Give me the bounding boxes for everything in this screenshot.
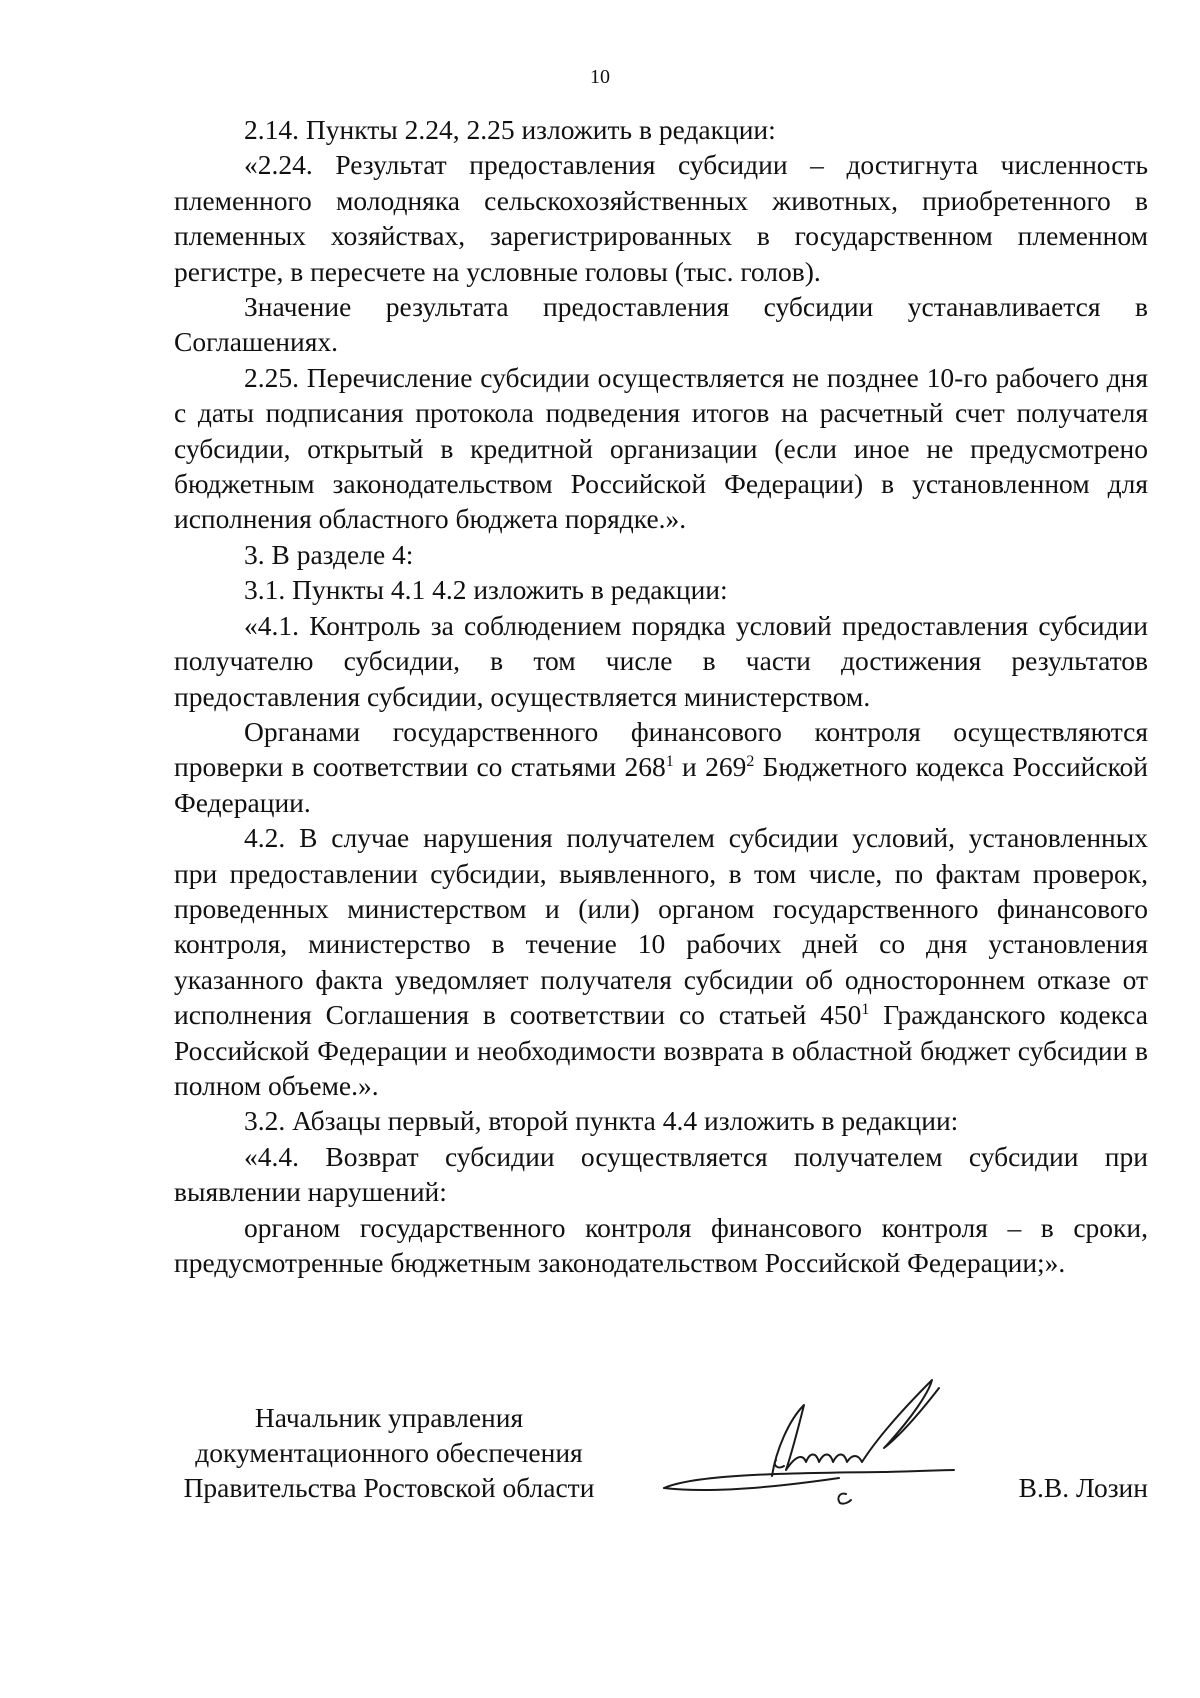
text-run: и 269	[673, 751, 747, 783]
paragraph: «4.4. Возврат субсидии осуществляется получателем субсидии при выявлении нарушений:	[174, 1140, 1148, 1208]
paragraph	[174, 820, 1148, 1103]
paragraph: органом государственного контроля финансового контроля – в сроки, предусмотренные бюджетным законодательством Российской Федерации;».	[174, 1211, 1148, 1278]
paragraph: 3.2. Абзацы первый, второй пункта 4.4 изложить в редакции:	[244, 1105, 959, 1137]
page-number: 10	[590, 66, 610, 88]
paragraph: Значение результата предоставления субсидии устанавливается в Соглашениях.	[174, 291, 1148, 358]
handwritten-signature	[654, 1370, 994, 1530]
paragraph: 3. В разделе 4:	[244, 538, 414, 570]
paragraph: 2.14. Пункты 2.24, 2.25 изложить в редакции:	[244, 114, 776, 145]
signer-title-line: Начальник управления	[254, 1402, 524, 1433]
signer-name: В.В. Лозин	[1018, 1472, 1148, 1503]
signer-title	[174, 1400, 604, 1505]
superscript: 2	[746, 753, 755, 771]
text-run: Бюджетного кодекса Российской Федерации.	[174, 751, 1149, 818]
text-run: Органами государственного финансового контроля осуществляются проверки в соответствии со статьями 268	[174, 715, 1148, 783]
text-run: 4.2. В случае нарушения получателем субсидии условий, установленных при предоставлении субсидии, выявленного, в том числе, по фактам проверок, проведенных министерством и (или) органом государственного финансового контроля, министерство в течение 10 рабочих дней со дня установления указанного факта уведомляет получателя субсидии об одностороннем отказе от исполнения Соглашения в соответствии со статьей 450	[174, 822, 1148, 1031]
signer-title-line: документационного обеспечения	[195, 1437, 583, 1468]
paragraph: 3.1. Пункты 4.1 4.2 изложить в редакции:	[244, 574, 728, 606]
text-run: Гражданского кодекса Российской Федерации и необходимости возврата в областной бюджет субсидии в полном объеме.».	[174, 999, 1148, 1101]
paragraph: «2.24. Результат предоставления субсидии – достигнута численность племенного молодняка сельскохозяйственных животных, приобретенного в племенных хозяйствах, зарегистрированных в государственном племенном регистре, в пересчете на условные головы (тыс. голов).	[174, 149, 1148, 287]
superscript: 1	[861, 1001, 870, 1018]
superscript: 1	[665, 753, 674, 771]
paragraph	[174, 714, 1148, 820]
signer-title-line: Правительства Ростовской области	[183, 1472, 595, 1503]
signature-block	[174, 1400, 1148, 1520]
paragraph: «4.1. Контроль за соблюдением порядка условий предоставления субсидии получателю субсидии, в том числе в части достижения результатов предоставления субсидии, осуществляется министерством.	[174, 609, 1148, 712]
document-body	[174, 112, 1148, 1280]
paragraph: 2.25. Перечисление субсидии осуществляется не позднее 10-го рабочего дня с даты подписания протокола подведения итогов на расчетный счет получателя субсидии, открытый в кредитной организации (если иное не предусмотрено бюджетным законодательством Российской Федерации) в установленном для исполнения областного бюджета порядке.».	[174, 361, 1148, 535]
